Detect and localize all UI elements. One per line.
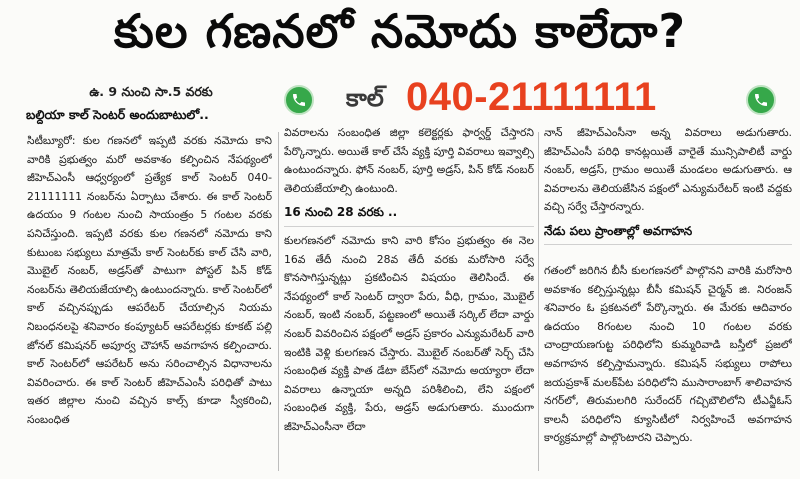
divider — [284, 226, 534, 227]
timing-line: ఉ. 9 నుంచి సా.5 వరకు — [89, 84, 213, 99]
article-column-1: సిటీబ్యూరో: కుల గణనలో ఇప్పటి వరకు నమోదు కాని వారికి ప్రభుత్వం మరో అవకాశం కల్పించిన నేపథ్యంలో జీహెచ్ఎంసీ ఆధ్వర్యంలో ప్రత్యేక కాల్ సెంటర్ 040-21111111 నంబర్‌ను ఏర్పాటు చేశారు. ఈ కాల్ సెంటర్ ఉదయం 9 గంటల నుంచి సాయంత్రం 5 గంటల వరకు పనిచేస్తుంది. ఇప్పటి వరకు కుల గణనలో నమోదు కాని కుటుంబ సభ్యులు మాత్రమే కాల్ సెంటర్‌కు కాల్ చేసి వారి, మొబైల్ నంబర్, అడ్రస్‌తో పాటుగా పోస్టల్ పిన్ కోడ్ నంబర్‌ను తెలియజేయాల్సి ఉంటుందన్నారు. కాల్ సెంటర్‌లో కాల్ వచ్చినప్పుడు ఆపరేటర్ చేయాల్సిన నియమ నిబంధనలపై శనివారం కంప్యూటర్ ఆపరేటర్లకు కూకట్ పల్లి జోనల్ కమిషనర్ అపూర్వ చౌహాన్ అవగాహన కల్పించారు. కాల్ సెంటర్‌లో ఆపరేటర్ అను సరించాల్సిన విధానాలను వివరించారు. ఈ కాల్ సెంటర్ జీహెచ్ఎంసీ పరిధితో పాటు ఇతర జిల్లాల నుంచి వచ్చిన కాల్స్ కూడా స్వీకరించి, సంబంధిత — [27, 134, 272, 426]
call-banner — [282, 77, 790, 125]
article-column-3-top: నాన్ జీహెచ్ఎంసీనా అన్న వివరాలు అడుగుతారు. జీహెచ్ఎంసీ పరిధి కానట్లయితే వారైతే మున్సిపాలిటీ వార్డు నంబర్, అడ్రస్, గ్రామం అయితే మండలం అడుగుతారు. ఆ వివరాలను తెలియజేసిన పక్షంలో ఎన్యుమరేటర్ ఇంటి వద్దకు వచ్చి సర్వే చేస్తారన్నారు. — [544, 126, 792, 214]
article-column-2-top: వివరాలను సంబంధిత జిల్లా కలెక్టర్లకు ఫార్వర్డ్ చేస్తారని పేర్కొన్నారు. అయితే కాల్ చేసే వ్యక్తి పూర్తి వివరాలు ఇవ్వాల్సి ఉంటుందన్నారు. ఫోన్ నంబర్, పూర్తి అడ్రస్, పిన్ కోడ్ నంబర్ తెలియజేయాల్సి ఉంటుంది. — [284, 126, 534, 195]
subheading-dates: 16 నుంచి 28 వరకు .. — [284, 205, 398, 219]
headline: కుల గణనలో నమోదు కాలేదా? — [113, 4, 687, 58]
phone-icon — [284, 85, 314, 115]
call-label: కాల్ — [346, 84, 384, 112]
divider — [544, 244, 792, 245]
column-divider — [278, 132, 279, 471]
availability-line: బల్దియా కాల్ సెంటర్ అందుబాటులో.. — [26, 107, 209, 122]
phone-icon — [746, 85, 776, 115]
article-column-2-bottom: కులగణనలో నమోదు కాని వారి కోసం ప్రభుత్వం ఈ నెల 16వ తేదీ నుంచి 28వ తేదీ వరకు మరోసారి సర్వే కొనసాగిస్తున్నట్లు ప్రకటించిన విషయం తెలిసిందే. ఈ నేపథ్యంలో కాల్ సెంటర్ ద్వారా పేరు, వీధి, గ్రామం, మొబైల్ నంబర్, ఇంటి నంబర్, పట్టణంలో అయితే సర్కిల్ లేదా వార్డు నంబర్ వివరించిన పక్షంలో అడ్రస్ ప్రకారం ఎన్యుమరేటర్ వారి ఇంటికి వెళ్లి కులగణన చేస్తారు. మొబైల్ నంబర్‌తో సెర్చ్ చేసి సంబంధిత వ్యక్తి పాత డేటా బేస్‌లో నమోదు అయ్యారా లేదా వివరాలు ఉన్నాయా అన్నది పరిశీలించి, లేని పక్షంలో సంబంధిత వ్యక్తి, పేరు, అడ్రస్ అడుగుతారు. ముందుగా జీహెచ్ఎంసీనా లేదా — [284, 234, 534, 433]
subheading-awareness: నేడు పలు ప్రాంతాల్లో అవగాహన — [544, 224, 693, 238]
call-number: 040-21111111 — [406, 75, 657, 119]
subtitle-block — [26, 80, 276, 126]
column-divider — [538, 132, 539, 471]
article-column-3-bottom: గతంలో జరిగిన బీసీ కులగణనలో పాల్గొనని వారికి మరోసారి అవకాశం కల్పిస్తున్నట్లు బీసీ కమిషన్ చైర్మన్ జి. నిరంజన్ శనివారం ఓ ప్రకటనలో పేర్కొన్నారు. ఈ మేరకు ఆదివారం ఉదయం 8గంటల నుంచి 10 గంటల వరకు చాంద్రాయణగుట్ట పరిధిలోని కుమ్మరివాడి బస్తీలో ప్రజలో అవగాహన కల్పిస్తామన్నారు. కమిషన్ సభ్యులు రాపోలు జయప్రకాశ్ మలక్‌పేట పరిధిలోని ముసారాంబాగ్ శాలివాహన నగర్‌లో, తిరుమలగిరి సురేందర్ గచ్చిబౌలిలోని టీఎన్జీఓస్ కాలనీ పరిధిలోని క్యూసిటీలో నిర్వహించే అవగాహన కార్యక్రమాల్లో పాల్గొంటారని చెప్పారు. — [544, 264, 792, 445]
